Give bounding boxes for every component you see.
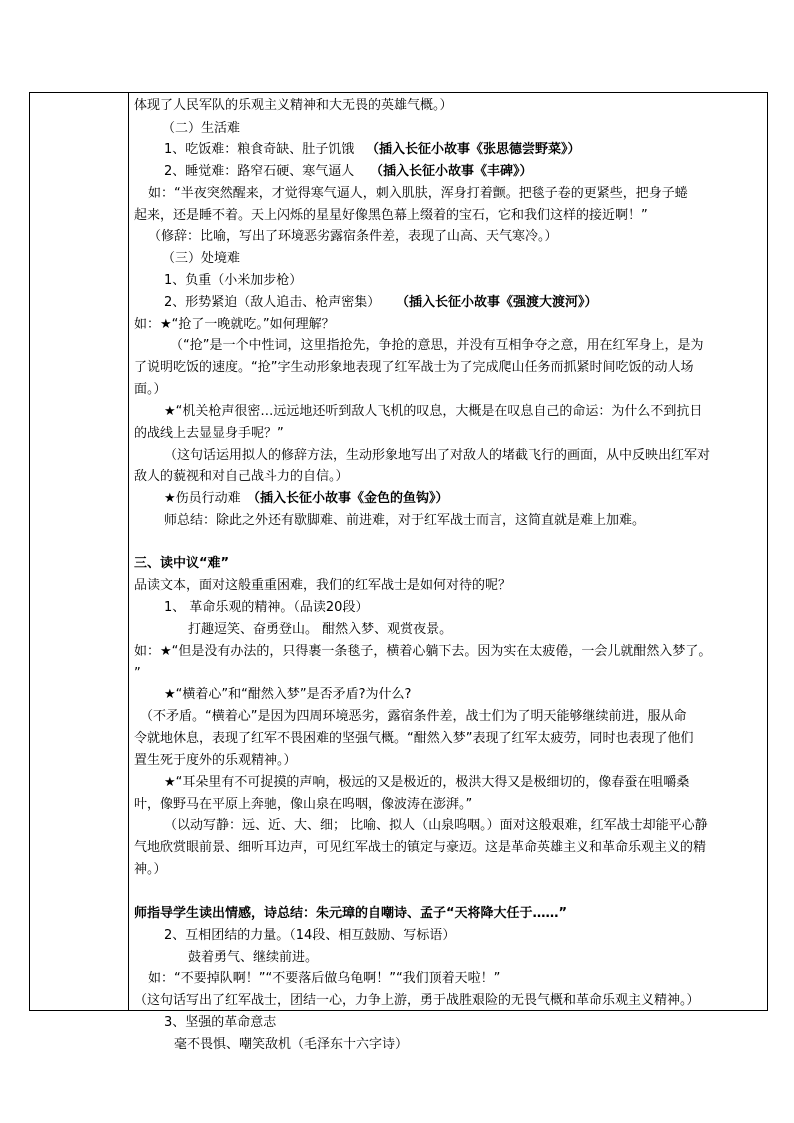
text-line: 体现了人民军队的乐观主义精神和大无畏的英雄气概。） xyxy=(134,98,453,113)
text-line: ★伤员行动难 xyxy=(164,491,241,506)
text-line: 2、互相团结的力量。（14段、相互鼓励、写标语） xyxy=(164,928,456,943)
text-line: （不矛盾。“横着心”是因为四周环境恶劣，露宿条件差，战士们为了明天能够继续前进，服从命 xyxy=(140,709,687,724)
text-line: 神。） xyxy=(134,862,167,877)
quote-line: 如：“半夜突然醒来，才觉得寒气逼人，刺入肌肤，浑身打着颤。把毯子卷的更紧些，把身子蜷 xyxy=(148,186,688,201)
text-line: 1、吃饭难：粮食奇缺、肚子饥饿 xyxy=(164,142,355,157)
text-line: 了说明吃饭的速度。“抢”字生动形象地表现了红军战士为了完成爬山任务而抓紧时间吃饭的动人场 xyxy=(134,360,694,375)
text-line: 2、睡觉难：路窄石硬、寒气逼人 xyxy=(164,164,355,179)
text-line: 1、负重（小米加步枪） xyxy=(164,273,303,288)
text-line: （“抢”是一个中性词，这里指抢先，争抢的意思，并没有互相争夺之意，用在红军身上，是为 xyxy=(170,338,704,353)
text-line: （这句话运用拟人的修辞方法，生动形象地写出了对敌人的堵截飞行的画面，从中反映出红军对 xyxy=(164,448,711,463)
text-line: 敌人的藐视和对自己战斗力的自信。） xyxy=(134,469,349,484)
text-line: 置生死于度外的乐观精神。） xyxy=(134,753,297,768)
quote-line: ★“机关枪声很密…远远地还听到敌人飞机的叹息，大概是在叹息自己的命运：为什么不到抗日 xyxy=(164,404,703,419)
text-line: 1、 革命乐观的精神。（品读20段） xyxy=(164,600,369,615)
text-line: 令就地休息，表现了红军不畏困难的坚强气概。“酣然入梦”表现了红军太疲劳，同时也表现了他们 xyxy=(134,731,694,746)
text-line: 鼓着勇气、继续前进。 xyxy=(188,950,319,965)
quote-line: 如：★“但是没有办法的，只得裹一条毯子，横着心躺下去。因为实在太疲倦，一会儿就酣然入梦了。 xyxy=(134,644,712,659)
story-insert: （插入长征小故事《张思德尝野菜》） xyxy=(366,142,581,157)
text-line: （修辞：比喻，写出了环境恶劣露宿条件差，表现了山高、天气寒冷。） xyxy=(148,229,558,244)
question-line: 如：★“抢了一晚就吃。”如何理解？ xyxy=(134,317,335,332)
quote-line: 的战线上去显显身手呢？” xyxy=(134,426,284,441)
story-insert: （插入长征小故事《丰碑》） xyxy=(370,164,533,179)
question-line: ★“横着心”和“酣然入梦”是否矛盾?为什么? xyxy=(164,687,412,702)
text-line: 面。） xyxy=(134,382,167,397)
text-line: 毫不畏惧、嘲笑敌机（毛泽东十六字诗） xyxy=(174,1037,409,1052)
section-heading: （三）处境难 xyxy=(162,251,241,266)
text-line: 气地欣赏眼前景、细听耳边声，可见红军战士的镇定与豪迈。这是革命英雄主义和革命乐观主义的精 xyxy=(134,840,707,855)
text-line: 打趣逗笑、奋勇登山。 酣然入梦、观赏夜景。 xyxy=(188,622,453,637)
text-line: 品读文本，面对这般重重困难，我们的红军战士是如何对待的呢？ xyxy=(134,578,512,593)
section-heading: （二）生活难 xyxy=(162,121,241,136)
quote-line: 起来，还是睡不着。天上闪烁的星星好像黑色幕上缀着的宝石，它和我们这样的接近啊！” xyxy=(134,208,648,223)
teacher-guidance: 师指导学生读出情感，诗总结：朱元璋的自嘲诗、孟子“天将降大任于……” xyxy=(134,906,568,921)
text-line: 3、坚强的革命意志 xyxy=(164,1015,277,1030)
story-insert: （插入长征小故事《强渡大渡河》） xyxy=(396,295,598,310)
table-column-divider xyxy=(128,92,129,1011)
story-insert: （插入长征小故事《金色的鱼钩》） xyxy=(247,491,449,506)
text-line: （这句话写出了红军战士，团结一心，力争上游，勇于战胜艰险的无畏气概和革命乐观主义精神。） xyxy=(134,993,700,1008)
quote-line: 如：“不要掉队啊！”“不要落后做乌龟啊！”“我们顶着天啦！” xyxy=(148,971,501,986)
summary-line: 师总结：除此之外还有歇脚难、前进难，对于红军战士而言，这简直就是难上加难。 xyxy=(164,513,646,528)
quote-line: ★“耳朵里有不可捉摸的声响，极远的又是极近的，极洪大得又是极细切的，像春蚕在咀嚼桑 xyxy=(164,775,690,790)
section-heading: 三、读中议“难” xyxy=(134,556,230,571)
quote-line: ” xyxy=(134,666,141,681)
text-line: （以动写静：远、近、大、细； 比喻、拟人（山泉呜咽。）面对这般艰难，红军战士却能平心静 xyxy=(164,818,708,833)
quote-line: 叶，像野马在平原上奔驰，像山泉在呜咽，像波涛在澎湃。” xyxy=(134,797,473,812)
text-line: 2、形势紧迫（敌人追击、枪声密集） xyxy=(164,295,381,310)
